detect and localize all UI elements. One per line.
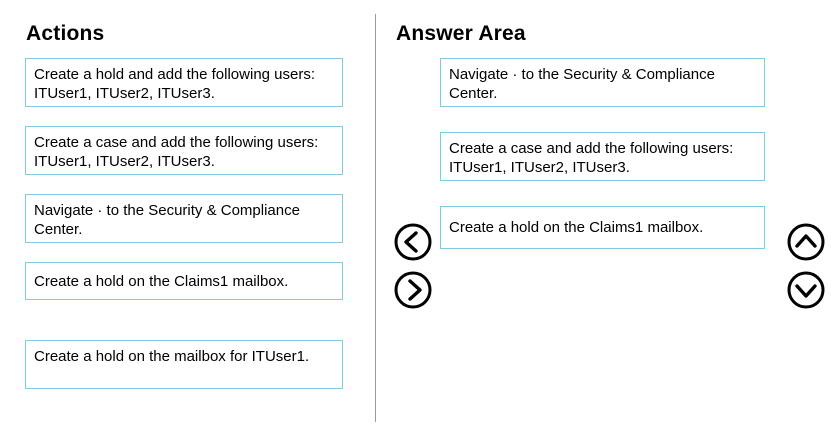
answer-area-column-title: Answer Area [396,22,526,45]
column-divider [375,14,376,422]
arrow-up-icon[interactable] [786,222,826,262]
arrow-down-icon[interactable] [786,270,826,310]
action-item[interactable]: Create a case and add the following users: ITUser1, ITUser2, ITUser3. [25,126,343,175]
answer-item[interactable]: Navigate · to the Security & Compliance Center. [440,58,765,107]
actions-column-title: Actions [26,22,105,45]
action-item[interactable]: Navigate · to the Security & Compliance Center. [25,194,343,243]
action-item[interactable]: Create a hold on the mailbox for ITUser1. [25,340,343,389]
action-item[interactable]: Create a hold and add the following users: ITUser1, ITUser2, ITUser3. [25,58,343,107]
arrow-right-icon[interactable] [393,270,433,310]
arrow-left-icon[interactable] [393,222,433,262]
action-item[interactable]: Create a hold on the Claims1 mailbox. [25,262,343,300]
answer-item[interactable]: Create a hold on the Claims1 mailbox. [440,206,765,249]
answer-item[interactable]: Create a case and add the following users: ITUser1, ITUser2, ITUser3. [440,132,765,181]
